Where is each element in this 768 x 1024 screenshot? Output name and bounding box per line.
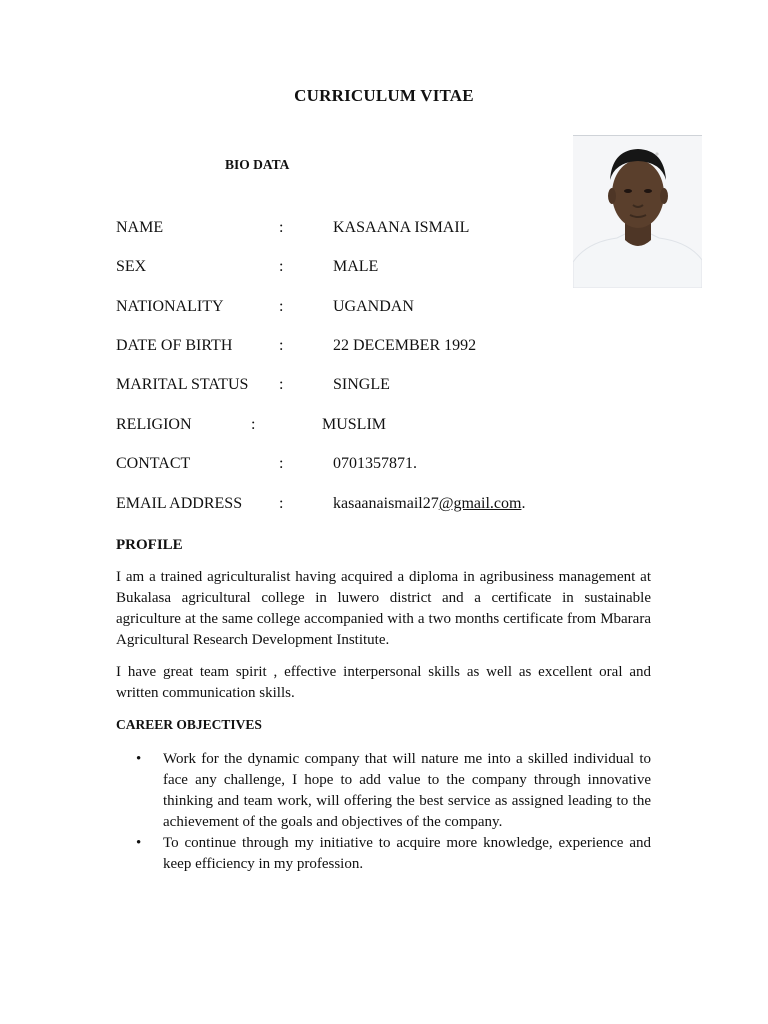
bio-row-contact [0, 455, 768, 477]
bio-row-name [0, 219, 768, 241]
bio-row-sex [0, 258, 768, 280]
bio-label: MARITAL STATUS [116, 376, 249, 393]
bio-value: 22 DECEMBER 1992 [333, 337, 477, 354]
bio-value: KASAANA ISMAIL [333, 219, 470, 236]
bio-row-religion [0, 416, 768, 438]
profile-paragraph: I have great team spirit , effective interpersonal skills as well as excellent oral and written communication skills. [116, 664, 651, 701]
bio-data-heading: BIO DATA [225, 157, 290, 172]
bio-label: SEX [116, 258, 147, 275]
career-objectives-list [116, 749, 651, 875]
email-user: kasaanaismail27 [333, 495, 439, 512]
email-link[interactable]: @gmail.com [438, 495, 522, 512]
bio-colon: : [279, 298, 284, 315]
bio-row-marital-status [0, 376, 768, 398]
bio-label: RELIGION [116, 416, 192, 433]
bio-label: NAME [116, 219, 164, 236]
bio-label: DATE OF BIRTH [116, 337, 233, 354]
bio-colon: : [279, 258, 284, 275]
bio-row-email [0, 495, 768, 517]
bio-label: CONTACT [116, 455, 191, 472]
bio-colon: : [279, 337, 284, 354]
bio-value: SINGLE [333, 376, 390, 393]
document-title: CURRICULUM VITAE [294, 86, 474, 105]
bio-value: UGANDAN [333, 298, 414, 315]
profile-heading: PROFILE [116, 537, 183, 553]
bio-value: MALE [333, 258, 379, 275]
bio-row-date-of-birth [0, 337, 768, 359]
email-value [333, 495, 525, 513]
bio-colon: : [279, 495, 284, 512]
profile-paragraph: I am a trained agriculturalist having acquired a diploma in agribusiness management at Bukalasa agricultural college in luwero district and a certificate in sustainable agriculture at the same college accompanied with a two months certificate from Mbarara Agricultural Research Development Institute. [116, 569, 651, 648]
bio-value: MUSLIM [322, 416, 387, 433]
bio-row-nationality [0, 298, 768, 320]
bio-label: EMAIL ADDRESS [116, 495, 243, 512]
career-objectives-heading: CAREER OBJECTIVES [116, 717, 262, 732]
bio-colon: : [279, 376, 284, 393]
bio-colon: : [251, 416, 256, 433]
bio-value: 0701357871. [333, 455, 417, 472]
list-item: • To continue through my initiative to acquire more knowledge, experience and keep efficiency in my profession. [116, 833, 651, 875]
email-trail: . [521, 495, 526, 512]
bio-colon: : [279, 219, 284, 236]
bio-label: NATIONALITY [116, 298, 224, 315]
bio-colon: : [279, 455, 284, 472]
list-item: • Work for the dynamic company that will nature me into a skilled individual to face any challenge, I hope to add value to the company through innovative thinking and team work, will offering the best service as assigned leading to the achievement of the goals and objectives of the company. [116, 749, 651, 833]
